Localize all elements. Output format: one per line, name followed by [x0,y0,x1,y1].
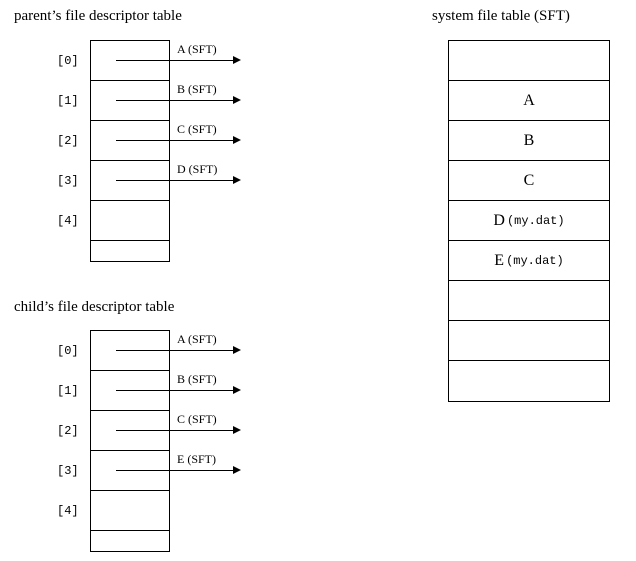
sft-cell-main: A [523,91,535,109]
table-row [91,81,169,121]
parent-pointer-label-3: D (SFT) [177,162,218,176]
table-row [449,161,609,201]
parent-index-1: [1] [57,94,79,108]
table-row [91,331,169,371]
sft-cell-file: my.dat [513,253,557,268]
system-file-table [448,40,610,402]
parent-table-title: parent’s file descriptor table [14,8,182,24]
table-row [449,361,609,401]
parent-index-3: [3] [57,174,79,188]
table-row [91,241,169,281]
table-row [91,531,169,561]
parent-index-0: [0] [57,54,79,68]
table-row [449,281,609,321]
child-pointer-line-2 [116,430,234,431]
child-pointer-label-2: C (SFT) [177,412,217,426]
parent-pointer-arrowhead-1 [233,96,241,104]
table-row [91,161,169,201]
child-pointer-arrowhead-0 [233,346,241,354]
table-row: D ( my.dat ) [449,201,609,241]
parent-pointer-line-3 [116,180,234,181]
sft-cell-main: E [494,251,505,269]
sft-cell-file: my.dat [514,213,558,228]
table-row [91,201,169,241]
parent-pointer-arrowhead-3 [233,176,241,184]
parent-pointer-arrowhead-0 [233,56,241,64]
table-row [91,41,169,81]
sft-cell-main: D [493,211,505,229]
child-pointer-line-3 [116,470,234,471]
parent-pointer-line-2 [116,140,234,141]
child-index-1: [1] [57,384,79,398]
child-index-0: [0] [57,344,79,358]
sft-title: system file table (SFT) [432,8,570,24]
table-row [449,121,609,161]
child-pointer-line-0 [116,350,234,351]
parent-pointer-arrowhead-2 [233,136,241,144]
parent-pointer-label-0: A (SFT) [177,42,217,56]
child-pointer-arrowhead-3 [233,466,241,474]
table-row [91,411,169,451]
child-index-4: [4] [57,504,79,518]
table-row [91,371,169,411]
child-pointer-label-0: A (SFT) [177,332,217,346]
table-row [91,451,169,491]
table-row: E ( my.dat ) [449,241,609,281]
child-file-descriptor-table [90,330,170,552]
sft-cell-main: C [523,171,535,189]
parent-pointer-line-0 [116,60,234,61]
table-row [91,121,169,161]
child-table-title: child’s file descriptor table [14,299,175,315]
child-index-2: [2] [57,424,79,438]
parent-pointer-line-1 [116,100,234,101]
parent-pointer-label-1: B (SFT) [177,82,217,96]
child-pointer-label-1: B (SFT) [177,372,217,386]
child-pointer-arrowhead-1 [233,386,241,394]
sft-cell-main: B [523,131,535,149]
table-row [449,321,609,361]
child-pointer-arrowhead-2 [233,426,241,434]
table-row [449,41,609,81]
parent-file-descriptor-table [90,40,170,262]
table-row [449,81,609,121]
child-pointer-line-1 [116,390,234,391]
child-index-3: [3] [57,464,79,478]
table-row [91,491,169,531]
parent-index-4: [4] [57,214,79,228]
child-pointer-label-3: E (SFT) [177,452,216,466]
parent-index-2: [2] [57,134,79,148]
parent-pointer-label-2: C (SFT) [177,122,217,136]
